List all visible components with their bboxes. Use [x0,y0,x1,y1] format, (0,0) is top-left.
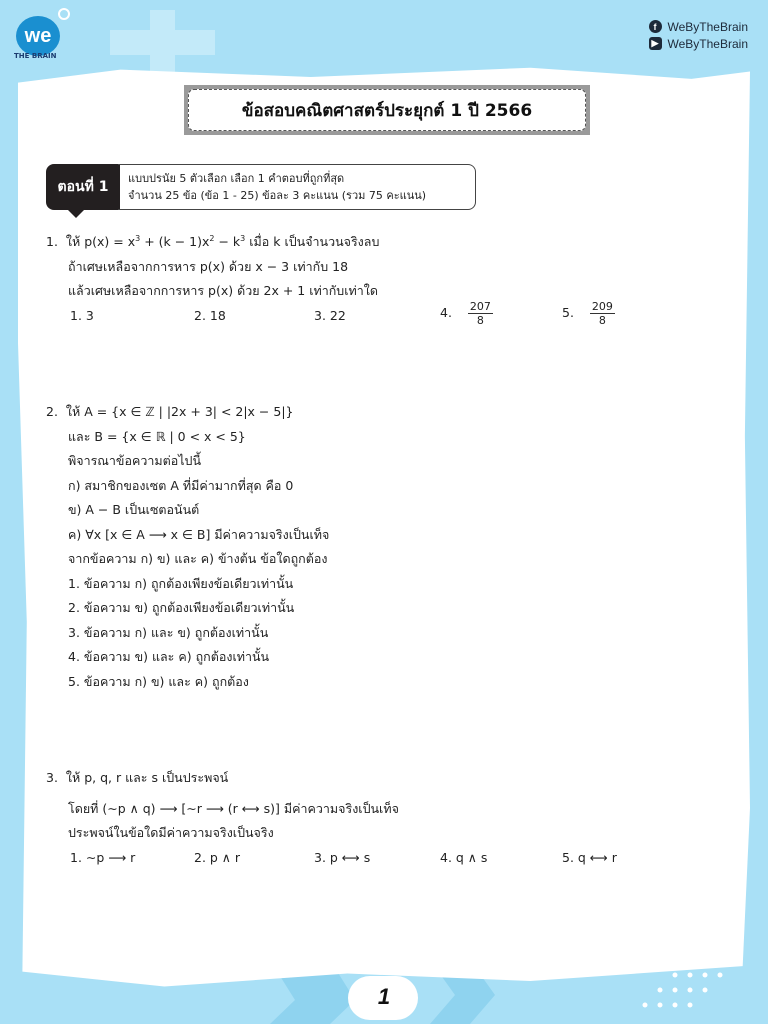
page-number: 1 [377,984,391,1009]
exam-title-box [184,85,590,135]
facebook-handle: WeByTheBrain [667,19,748,34]
question-2-statement-a: ก) สมาชิกของเซต A ที่มีค่ามากที่สุด คือ 0 [68,477,294,493]
question-1-line-2: ถ้าเศษเหลือจากการหาร p(x) ด้วย x − 3 เท่ากับ 18 [68,258,349,274]
brand-logo [12,12,76,62]
q3-option-2[interactable]: 2. p ∧ r [194,849,241,865]
question-2-line-2: และ B = {x ∈ ℝ | 0 < x < 5} [68,428,246,444]
q1-option-4[interactable]: 4. $\frac{207}{8}$ [440,299,491,327]
exam-title: ข้อสอบคณิตศาสตร์ประยุกต์ 1 ปี 2566 [188,89,586,131]
q2-option-1[interactable]: 1. ข้อความ ก) ถูกต้องเพียงข้อเดียวเท่านั้น [68,575,294,591]
logo-subtext: THE BRAIN [14,52,57,60]
q2-option-4[interactable]: 4. ข้อความ ข) และ ค) ถูกต้องเท่านั้น [68,649,270,664]
question-2-statement-b: ข) A − B เป็นเซตอนันต์ [68,502,200,517]
question-1-line-1: 1. ให้ $p(x) = x^3 + (k - 1)x^2 - k^3$ เมื่อ k เป็นจำนวนจริงลบ [46,233,380,249]
question-1-line-3: แล้วเศษเหลือจากการหาร p(x) ด้วย 2x + 1 เท่ากับเท่าใด [68,283,378,298]
question-3-line-1: 3. ให้ p, q, r และ s เป็นประพจน์ [46,770,229,785]
social-links [649,18,748,52]
logo-mark: we [16,16,60,56]
question-3-line-2: โดยที่ (∼p ∧ q) ⟶ [∼r ⟶ (r ⟷ s)] มีค่าความจริงเป็นเท็จ [68,800,399,816]
facebook-icon: f [649,20,662,33]
q1-option-5-fraction: $\frac{209}{8}$ [591,299,613,327]
section-line-1: แบบปรนัย 5 ตัวเลือก เลือก 1 คำตอบที่ถูกที่สุด [128,172,345,185]
section-line-2: จำนวน 25 ข้อ (ข้อ 1 - 25) ข้อละ 3 คะแนน (รวม 75 คะแนน) [128,189,427,202]
q3-option-5[interactable]: 5. q ⟷ r [562,849,617,865]
q2-option-5[interactable]: 5. ข้อความ ก) ข) และ ค) ถูกต้อง [68,673,249,689]
question-3-line-3: ประพจน์ในข้อใดมีค่าความจริงเป็นจริง [68,825,274,840]
question-1 [46,230,646,328]
q1-option-5[interactable]: 5. $\frac{209}{8}$ [562,299,613,327]
question-2 [46,400,646,694]
q1-option-2[interactable]: 2. 18 [194,307,226,323]
q1-option-4-fraction: $\frac{207}{8}$ [469,299,491,327]
q3-option-4[interactable]: 4. q ∧ s [440,849,488,865]
facebook-link[interactable] [649,18,748,35]
youtube-link[interactable] [649,35,748,52]
question-3-options [46,846,646,871]
question-2-line-1: 2. ให้ A = {x ∈ ℤ | |2x + 3| < 2|x − 5|} [46,404,294,419]
q3-option-3[interactable]: 3. p ⟷ s [314,849,371,865]
q2-option-3[interactable]: 3. ข้อความ ก) และ ข) ถูกต้องเท่านั้น [68,624,269,640]
q1-option-3[interactable]: 3. 22 [314,307,346,323]
question-2-ask: จากข้อความ ก) ข) และ ค) ข้างต้น ข้อใดถูกต้อง [68,551,328,566]
q3-option-1[interactable]: 1. ∼p ⟶ r [70,849,136,865]
q2-option-2[interactable]: 2. ข้อความ ข) ถูกต้องเพียงข้อเดียวเท่านั้น [68,600,295,615]
section-tab: ตอนที่ 1 [46,164,120,210]
question-1-options [46,299,646,329]
question-2-statement-c: ค) ∀x [x ∈ A ⟶ x ∈ B] มีค่าความจริงเป็นเท็จ [68,526,330,542]
question-3 [46,766,646,870]
question-2-line-3: พิจารณาข้อความต่อไปนี้ [68,453,201,468]
section-instructions [118,164,476,210]
youtube-icon: ▶ [649,37,662,50]
q1-option-1[interactable]: 1. 3 [70,307,94,323]
youtube-handle: WeByTheBrain [667,36,748,51]
